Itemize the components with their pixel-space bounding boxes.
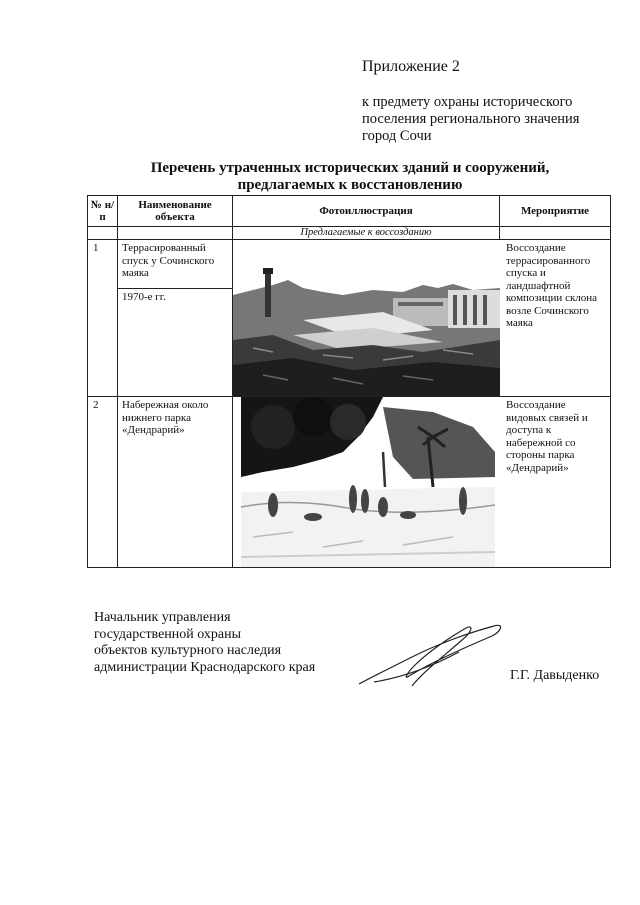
object-date: 1970-е гг. bbox=[122, 291, 166, 303]
title-line: Перечень утраченных исторических зданий и сооружений, bbox=[150, 160, 550, 176]
measure-text: Воссоздание видовых связей и доступа к набережной со стороны парка «Дендрарий» bbox=[500, 397, 611, 568]
subject-line: к предмету охраны исторического bbox=[362, 94, 573, 110]
col-header-num: № н/п bbox=[88, 196, 118, 227]
position-line: Начальник управления bbox=[94, 610, 231, 625]
col-header-photo: Фотоиллюстрация bbox=[233, 196, 500, 227]
subject-line: поселения регионального значения bbox=[362, 111, 580, 127]
signatory-position bbox=[94, 610, 315, 676]
section-label: Предлагаемые к воссозданию bbox=[233, 227, 500, 240]
measure-text: Воссоздание террасированного спуска и ландшафтной композиции склона возле Сочинского маяка bbox=[500, 240, 611, 397]
lighthouse-terrace-photo bbox=[233, 240, 500, 396]
handwritten-signature bbox=[354, 616, 504, 691]
appendix-subject bbox=[362, 94, 579, 145]
position-line: администрации Краснодарского края bbox=[94, 659, 316, 675]
appendix-label: Приложение 2 bbox=[362, 58, 460, 75]
position-line: государственной охраны bbox=[94, 626, 242, 642]
row-number: 2 bbox=[88, 397, 118, 568]
section-row bbox=[88, 227, 611, 240]
photo-cell bbox=[233, 397, 500, 568]
object-name: Террасированный спуск у Сочинского маяка bbox=[118, 240, 232, 289]
photo-cell bbox=[233, 240, 500, 397]
subject-line: город Сочи bbox=[362, 128, 432, 144]
document-title bbox=[60, 160, 640, 194]
table-header-row bbox=[88, 196, 611, 227]
object-name-cell bbox=[118, 240, 233, 397]
title-line: предлагаемых к восстановлению bbox=[237, 177, 463, 193]
table-row bbox=[88, 240, 611, 397]
row-number: 1 bbox=[88, 240, 118, 397]
position-line: объектов культурного наследия bbox=[94, 643, 282, 658]
col-header-name: Наименование объекта bbox=[118, 196, 233, 227]
embankment-park-photo bbox=[233, 397, 500, 567]
table-row bbox=[88, 397, 611, 568]
objects-table bbox=[87, 195, 611, 568]
signatory-name: Г.Г. Давыденко bbox=[510, 668, 600, 683]
object-name: Набережная около нижнего парка «Дендрарий» bbox=[118, 397, 233, 568]
col-header-measure: Мероприятие bbox=[500, 196, 611, 227]
